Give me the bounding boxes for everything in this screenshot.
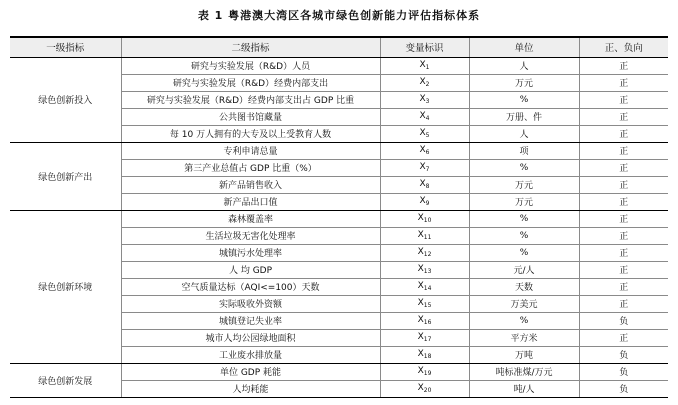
indicator-cell: 生活垃圾无害化处理率 (121, 227, 380, 244)
direction-cell: 正 (579, 193, 668, 210)
variable-letter: X (419, 179, 426, 189)
indicator-cell: 实际吸收外资额 (121, 295, 380, 312)
group-label: 绿色创新环境 (10, 210, 121, 363)
unit-cell: % (469, 91, 579, 108)
variable-cell (380, 74, 469, 91)
variable-cell (380, 363, 469, 380)
variable-cell (380, 380, 469, 397)
variable-cell (380, 176, 469, 193)
variable-cell (380, 312, 469, 329)
indicator-cell: 研究与实验发展（R&D）人员 (121, 57, 380, 74)
variable-letter: X (417, 264, 424, 274)
direction-cell: 正 (579, 227, 668, 244)
variable-subscript: 13 (423, 268, 432, 275)
variable-subscript: 15 (423, 302, 432, 309)
unit-cell: % (469, 210, 579, 227)
header-level1: 一级指标 (10, 37, 121, 57)
direction-cell: 正 (579, 176, 668, 193)
direction-cell: 负 (579, 312, 668, 329)
indicator-cell: 第三产业总值占 GDP 比重（%） (121, 159, 380, 176)
direction-cell: 正 (579, 125, 668, 142)
variable-letter: X (417, 332, 424, 342)
variable-cell (380, 346, 469, 363)
direction-cell: 正 (579, 261, 668, 278)
variable-letter: X (417, 366, 424, 376)
variable-letter: X (417, 315, 424, 325)
variable-subscript: 14 (423, 285, 432, 292)
unit-cell: 万元 (469, 193, 579, 210)
unit-cell: 万册、件 (469, 108, 579, 125)
indicator-cell: 工业废水排放量 (121, 346, 380, 363)
unit-cell: % (469, 312, 579, 329)
variable-cell (380, 278, 469, 295)
indicator-cell: 研究与实验发展（R&D）经费内部支出占 GDP 比重 (121, 91, 380, 108)
variable-cell (380, 244, 469, 261)
direction-cell: 正 (579, 57, 668, 74)
indicator-cell: 新产品出口值 (121, 193, 380, 210)
group-label: 绿色创新投入 (10, 57, 121, 142)
variable-letter: X (417, 281, 424, 291)
variable-subscript: 1 (425, 64, 430, 71)
variable-cell (380, 261, 469, 278)
variable-cell (380, 142, 469, 159)
indicator-cell: 空气质量达标（AQI<=100）天数 (121, 278, 380, 295)
indicator-cell: 专利申请总量 (121, 142, 380, 159)
indicator-cell: 每 10 万人拥有的大专及以上受教育人数 (121, 125, 380, 142)
indicator-cell: 人均耗能 (121, 380, 380, 397)
unit-cell: 天数 (469, 278, 579, 295)
variable-subscript: 17 (423, 336, 432, 343)
variable-subscript: 5 (425, 132, 430, 139)
header-direction: 正、负向 (579, 37, 668, 57)
variable-cell (380, 57, 469, 74)
direction-cell: 正 (579, 159, 668, 176)
variable-letter: X (419, 77, 426, 87)
indicator-cell: 城市人均公园绿地面积 (121, 329, 380, 346)
variable-letter: X (419, 94, 426, 104)
direction-cell: 正 (579, 295, 668, 312)
direction-cell: 正 (579, 210, 668, 227)
variable-subscript: 11 (423, 234, 432, 241)
unit-cell: 元/人 (469, 261, 579, 278)
variable-letter: X (419, 162, 426, 172)
variable-subscript: 6 (425, 149, 430, 156)
direction-cell: 正 (579, 142, 668, 159)
variable-subscript: 20 (423, 387, 432, 394)
variable-letter: X (417, 298, 424, 308)
table-row (10, 363, 668, 380)
direction-cell: 正 (579, 91, 668, 108)
variable-cell (380, 295, 469, 312)
unit-cell: 人 (469, 57, 579, 74)
indicator-table (10, 36, 668, 398)
direction-cell: 正 (579, 108, 668, 125)
variable-letter: X (419, 128, 426, 138)
variable-subscript: 8 (425, 183, 430, 190)
unit-cell: 万美元 (469, 295, 579, 312)
unit-cell: 吨标准煤/万元 (469, 363, 579, 380)
unit-cell: 平方米 (469, 329, 579, 346)
indicator-cell: 城镇污水处理率 (121, 244, 380, 261)
table-caption: 表 1 粤港澳大湾区各城市绿色创新能力评估指标体系 (197, 9, 481, 22)
direction-cell: 负 (579, 380, 668, 397)
direction-cell: 正 (579, 329, 668, 346)
indicator-cell: 城镇登记失业率 (121, 312, 380, 329)
variable-letter: X (419, 196, 426, 206)
header-variable: 变量标识 (380, 37, 469, 57)
indicator-cell: 森林覆盖率 (121, 210, 380, 227)
indicator-cell: 新产品销售收入 (121, 176, 380, 193)
direction-cell: 正 (579, 74, 668, 91)
variable-cell (380, 193, 469, 210)
indicator-cell: 研究与实验发展（R&D）经费内部支出 (121, 74, 380, 91)
table-row (10, 210, 668, 227)
unit-cell: 项 (469, 142, 579, 159)
unit-cell: 人 (469, 125, 579, 142)
variable-letter: X (419, 145, 426, 155)
indicator-cell: 公共图书馆藏量 (121, 108, 380, 125)
variable-letter: X (419, 60, 426, 70)
unit-cell: 吨/人 (469, 380, 579, 397)
variable-cell (380, 227, 469, 244)
variable-letter: X (417, 383, 424, 393)
unit-cell: 万元 (469, 74, 579, 91)
header-unit: 单位 (469, 37, 579, 57)
direction-cell: 负 (579, 346, 668, 363)
variable-subscript: 16 (423, 319, 432, 326)
variable-subscript: 18 (423, 353, 432, 360)
variable-subscript: 2 (425, 81, 430, 88)
variable-subscript: 19 (423, 370, 432, 377)
variable-letter: X (417, 349, 424, 359)
table-row (10, 142, 668, 159)
indicator-cell: 单位 GDP 耗能 (121, 363, 380, 380)
direction-cell: 正 (579, 278, 668, 295)
variable-cell (380, 108, 469, 125)
header-level2: 二级指标 (121, 37, 380, 57)
variable-subscript: 4 (425, 115, 430, 122)
variable-subscript: 12 (423, 251, 432, 258)
variable-cell (380, 210, 469, 227)
variable-cell (380, 159, 469, 176)
variable-cell (380, 91, 469, 108)
variable-subscript: 3 (425, 98, 430, 105)
unit-cell: % (469, 244, 579, 261)
table-row (10, 57, 668, 74)
variable-cell (380, 125, 469, 142)
unit-cell: % (469, 227, 579, 244)
group-label: 绿色创新发展 (10, 363, 121, 397)
unit-cell: % (469, 159, 579, 176)
table-body (10, 57, 668, 397)
variable-letter: X (417, 247, 424, 257)
variable-subscript: 7 (425, 166, 430, 173)
variable-subscript: 10 (423, 217, 432, 224)
variable-letter: X (417, 213, 424, 223)
variable-subscript: 9 (425, 200, 430, 207)
direction-cell: 正 (579, 244, 668, 261)
variable-letter: X (419, 111, 426, 121)
variable-cell (380, 329, 469, 346)
header-row (10, 37, 668, 57)
variable-letter: X (417, 230, 424, 240)
group-label: 绿色创新产出 (10, 142, 121, 210)
indicator-cell: 人 均 GDP (121, 261, 380, 278)
direction-cell: 负 (579, 363, 668, 380)
unit-cell: 万元 (469, 176, 579, 193)
unit-cell: 万吨 (469, 346, 579, 363)
